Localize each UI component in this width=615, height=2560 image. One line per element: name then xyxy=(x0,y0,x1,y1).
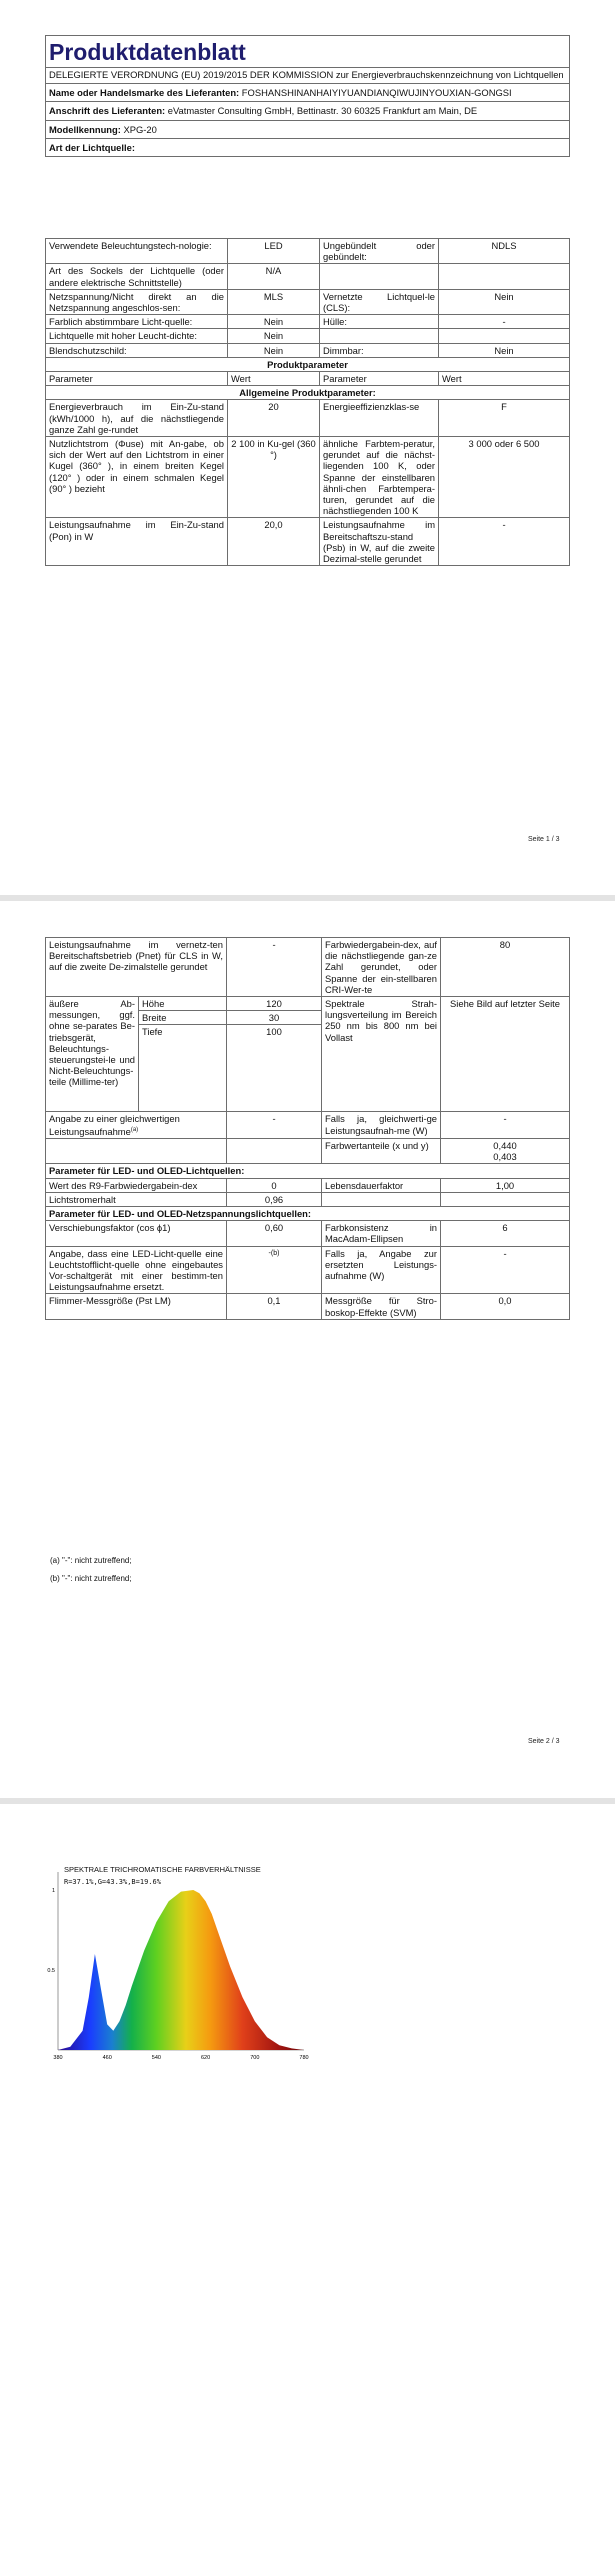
param-label: Leistungsaufnahme im Bereitschaftszu-stand (Psb) in W, auf die zweite Dezimal-stelle gerundet xyxy=(320,518,439,566)
column-header: Parameter xyxy=(46,372,228,386)
param-value: 3 000 oder 6 500 xyxy=(439,437,570,518)
produktparameter-header: Produktparameter xyxy=(46,357,570,371)
table-row xyxy=(46,400,570,437)
param-value: 20 xyxy=(228,400,320,437)
param-value: 20,0 xyxy=(228,518,320,566)
table-row xyxy=(46,329,570,343)
model-label: Modellkennung: xyxy=(49,123,121,135)
spectral-value: Siehe Bild auf letzter Seite xyxy=(441,997,570,1112)
x-tick-label: 540 xyxy=(151,2055,161,2061)
param-label: Energieeffizienzklas-se xyxy=(320,400,439,437)
row-label: Hülle: xyxy=(320,315,439,329)
life-value: 1,00 xyxy=(441,1178,570,1192)
dim-value: 120 xyxy=(227,997,322,1011)
mains-header: Parameter für LED- und OLED-Netzspannungslichtquellen: xyxy=(46,1206,570,1220)
life-label: Lebensdauerfaktor xyxy=(322,1178,441,1192)
equiv-power-value: - xyxy=(441,1112,570,1139)
table-row xyxy=(46,1178,570,1192)
maint-value: 0,96 xyxy=(227,1192,322,1206)
flicker-label: Flimmer-Messgröße (Pst LM) xyxy=(46,1294,227,1319)
model-value: XPG-20 xyxy=(123,123,157,135)
row-value: Nein xyxy=(439,289,570,314)
equiv-label: Angabe zu einer gleichwertigen Leistungsaufnahme xyxy=(49,1113,180,1137)
x-tick-label: 380 xyxy=(53,2055,63,2061)
row-value: Nein xyxy=(439,343,570,357)
chroma-label: Farbwertanteile (x und y) xyxy=(322,1138,441,1163)
replace-label: Angabe, dass eine LED-Licht-quelle eine Leuchtstofflicht-quelle ohne eingebautes Vor-schaltgerät mit einer bestimm-ten Leistungsaufnahme ersetzt. xyxy=(46,1246,227,1294)
address-label: Anschrift des Lieferanten: xyxy=(49,105,166,117)
dim-name: Tiefe xyxy=(139,1025,227,1112)
row-value: Nein xyxy=(228,343,320,357)
row-label: Ungebündelt oder gebündelt: xyxy=(320,239,439,264)
x-tick-label: 620 xyxy=(201,2055,211,2061)
cri-label: Farbwiedergabein-dex, auf die nächstliegende gan-ze Zahl gerundet, oder Spanne der ein-stellbaren CRI-Wer-te xyxy=(322,938,441,997)
svm-label: Messgröße für Stro-boskop-Effekte (SVM) xyxy=(322,1294,441,1319)
table-row xyxy=(46,1246,570,1294)
art-header: Art der Lichtquelle: xyxy=(46,138,570,156)
r9-label: Wert des R9-Farbwiedergabein-dex xyxy=(46,1178,227,1192)
dim-value: 100 xyxy=(227,1025,322,1112)
column-header-row xyxy=(46,372,570,386)
column-header: Wert xyxy=(439,372,570,386)
model-row xyxy=(46,120,570,138)
table-row xyxy=(46,938,570,997)
y-tick-label: 1 xyxy=(51,1888,55,1894)
row-value: NDLS xyxy=(439,239,570,264)
dims-label: äußere Ab-messungen, ggf. ohne se-parates Be-triebsgerät, Beleuchtungs-steuerungstei-le und Nicht-Beleuchtungs-teile (Millime-ter) xyxy=(46,997,139,1112)
row-label: Blendschutzschild: xyxy=(46,343,228,357)
row-value: N/A xyxy=(228,264,320,289)
table-row xyxy=(46,289,570,314)
x-tick-label: 780 xyxy=(299,2055,309,2061)
footnote-b: (b) "-": nicht zutreffend; xyxy=(50,1574,132,1583)
chart-subtitle: R=37.1%,G=43.3%,B=19.6% xyxy=(64,1878,161,1886)
row-label: Lichtquelle mit hoher Leucht-dichte: xyxy=(46,329,228,343)
chroma-values xyxy=(441,1138,570,1163)
address-row xyxy=(46,102,570,120)
x-tick-label: 700 xyxy=(250,2055,260,2061)
row-label: Netzspannung/Nicht direkt an die Netzspannung angeschlos-sen: xyxy=(46,289,228,314)
param-label: ähnliche Farbtem-peratur, gerundet auf die nächst-liegenden 100 K, oder Spanne der einstellbaren ähnli-chen Farbtempera-turen, gerundet auf die nächstliegenden 100 K xyxy=(320,437,439,518)
macadam-label: Farbkonsistenz in MacAdam-Ellipsen xyxy=(322,1221,441,1246)
chroma-x: 0,440 xyxy=(493,1139,517,1151)
page-title: Produktdatenblatt xyxy=(46,36,570,68)
table-row xyxy=(46,518,570,566)
row-label xyxy=(320,264,439,289)
table-row xyxy=(46,997,570,1011)
page-number: Seite 1 / 3 xyxy=(528,836,560,843)
row-label xyxy=(320,329,439,343)
row-label: Vernetzte Lichtquel-le (CLS): xyxy=(320,289,439,314)
dim-name: Höhe xyxy=(139,997,227,1011)
net-standby-label: Leistungsaufnahme im vernetz-ten Bereitschaftsbetrieb (Pnet) für CLS in W, auf die zweite De-zimalstelle gerundet xyxy=(46,938,227,997)
r9-value: 0 xyxy=(227,1178,322,1192)
supplier-value: FOSHANSHINANHAIYIYUANDIANQIWUJINYOUXIAN-GONGSI xyxy=(241,87,512,99)
dim-name: Breite xyxy=(139,1011,227,1025)
param-value: - xyxy=(439,518,570,566)
param-value: 2 100 in Ku-gel (360 °) xyxy=(228,437,320,518)
row-value: - xyxy=(439,315,570,329)
supplier-row xyxy=(46,84,570,102)
regulation-text: DELEGIERTE VERORDNUNG (EU) 2019/2015 DER KOMMISSION zur Energieverbrauchskennzeichnung von Lichtquellen xyxy=(46,68,570,84)
light-source-table xyxy=(45,238,570,566)
row-value: Nein xyxy=(228,329,320,343)
table-row xyxy=(46,1192,570,1206)
param-label: Nutzlichtstrom (Φuse) mit An-gabe, ob sich der Wert auf den Lichtstrom in einer Kugel (360° ), in einem breiten Kegel (120° ) oder in einem schmalen Kegel (90° ) bezieht xyxy=(46,437,228,518)
equiv-sup: (a) xyxy=(130,1126,139,1133)
replace-value: -(b) xyxy=(227,1246,322,1294)
cri-value: 80 xyxy=(441,938,570,997)
replace-power-label: Falls ja, Angabe zur ersetzten Leistungs-aufnahme (W) xyxy=(322,1246,441,1294)
phi-value: 0,60 xyxy=(227,1221,322,1246)
page-separator xyxy=(0,1798,615,1804)
page-number: Seite 2 / 3 xyxy=(528,1738,560,1745)
spectral-chart xyxy=(40,1850,320,2070)
table-row xyxy=(46,437,570,518)
footnote-a: (a) "-": nicht zutreffend; xyxy=(50,1556,132,1565)
table-row xyxy=(46,239,570,264)
row-value xyxy=(439,264,570,289)
datasheet-table-2 xyxy=(45,937,570,1320)
param-value: F xyxy=(439,400,570,437)
y-tick-label: 0.5 xyxy=(47,1968,55,1974)
column-header: Parameter xyxy=(320,372,439,386)
row-value: LED xyxy=(228,239,320,264)
datasheet-table-1 xyxy=(45,35,570,157)
table-row xyxy=(46,315,570,329)
phi-label: Verschiebungsfaktor (cos ϕ1) xyxy=(46,1221,227,1246)
supplier-label: Name oder Handelsmarke des Lieferanten: xyxy=(49,87,240,99)
table-row xyxy=(46,343,570,357)
svm-value: 0,0 xyxy=(441,1294,570,1319)
spectral-label: Spektrale Strah-lungsverteilung im Bereich 250 nm bis 800 nm bei Vollast xyxy=(322,997,441,1112)
equiv-value: - xyxy=(227,1112,322,1139)
table-row xyxy=(46,1221,570,1246)
spectrum-area xyxy=(58,1890,304,2050)
row-value: Nein xyxy=(228,315,320,329)
table-row xyxy=(46,1138,570,1163)
chroma-y: 0,403 xyxy=(493,1151,517,1163)
column-header: Wert xyxy=(228,372,320,386)
replace-power-value: - xyxy=(441,1246,570,1294)
maint-label: Lichtstromerhalt xyxy=(46,1192,227,1206)
x-tick-label: 460 xyxy=(102,2055,112,2061)
row-label: Dimmbar: xyxy=(320,343,439,357)
chart-title: SPEKTRALE TRICHROMATISCHE FARBVERHÄLTNISSE xyxy=(64,1865,261,1874)
param-label: Leistungsaufnahme im Ein-Zu-stand (Pon) in W xyxy=(46,518,228,566)
macadam-value: 6 xyxy=(441,1221,570,1246)
row-label: Art des Sockels der Lichtquelle (oder andere elektrische Schnittstelle) xyxy=(46,264,228,289)
row-label: Verwendete Beleuchtungstech-nologie: xyxy=(46,239,228,264)
table-row xyxy=(46,264,570,289)
equiv-cell xyxy=(46,1112,227,1139)
net-standby-value: - xyxy=(227,938,322,997)
page-separator xyxy=(0,895,615,901)
param-label: Energieverbrauch im Ein-Zu-stand (kWh/1000 h), auf die nächstliegende ganze Zahl ge-rundet xyxy=(46,400,228,437)
dim-value: 30 xyxy=(227,1011,322,1025)
table-row xyxy=(46,1112,570,1139)
table-row xyxy=(46,1294,570,1319)
row-label: Farblich abstimmbare Licht-quelle: xyxy=(46,315,228,329)
allgemeine-header: Allgemeine Produktparameter: xyxy=(46,386,570,400)
address-value: eVatmaster Consulting GmbH, Bettinastr. 30 60325 Frankfurt am Main, DE xyxy=(167,105,478,117)
led-header: Parameter für LED- und OLED-Lichtquellen: xyxy=(46,1164,570,1178)
row-value xyxy=(439,329,570,343)
equiv-power-label: Falls ja, gleichwerti-ge Leistungsaufnah-me (W) xyxy=(322,1112,441,1139)
flicker-value: 0,1 xyxy=(227,1294,322,1319)
row-value: MLS xyxy=(228,289,320,314)
